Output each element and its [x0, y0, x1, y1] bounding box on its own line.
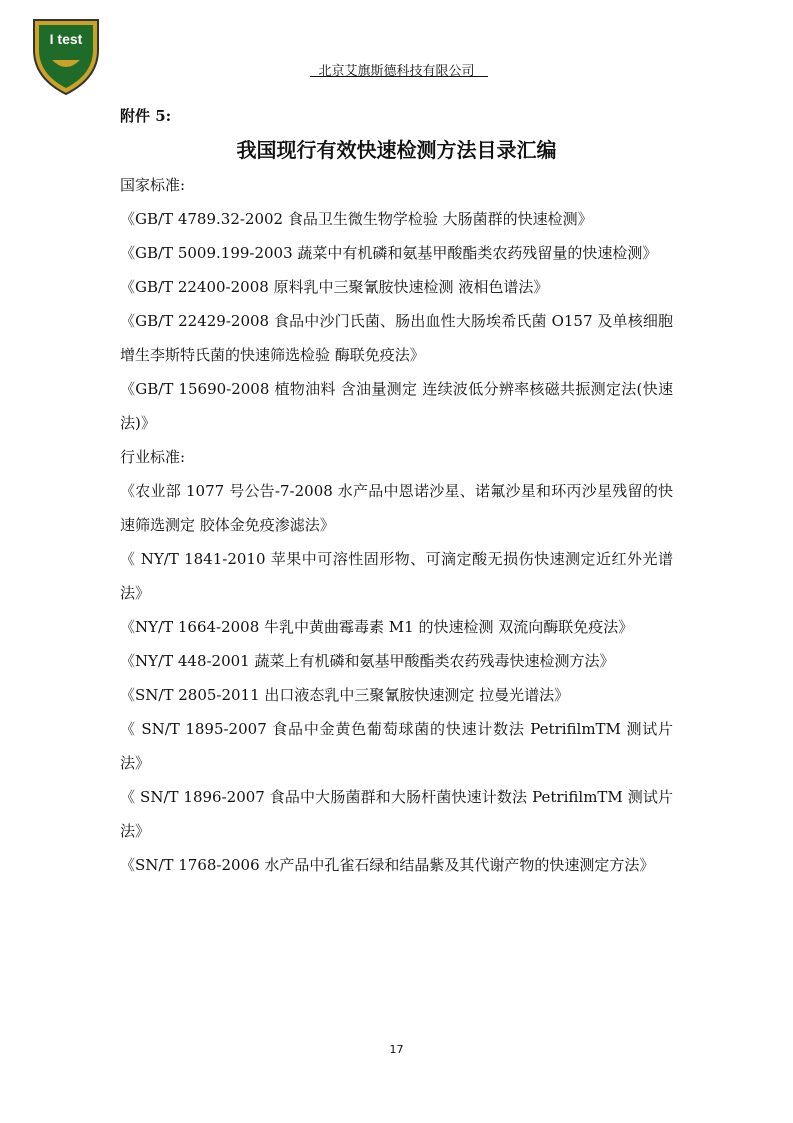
national-standards-heading: 国家标准:: [120, 176, 186, 194]
standard-entry: 《 SN/T 1896-2007 食品中大肠菌群和大肠杆菌快速计数法 PetrifilmTM 测试片法》: [120, 788, 673, 840]
page-number: 17: [389, 1043, 404, 1056]
standard-entry: 《SN/T 1768-2006 水产品中孔雀石绿和结晶紫及其代谢产物的快速测定方法》: [120, 856, 655, 874]
standard-entry: 《NY/T 448-2001 蔬菜上有机磷和氨基甲酸酯类农药残毒快速检测方法》: [120, 652, 615, 670]
document-title: 我国现行有效快速检测方法目录汇编: [236, 138, 557, 162]
header-rule: [310, 76, 488, 77]
logo-text: I test: [49, 31, 83, 47]
standard-entry: 《NY/T 1664-2008 牛乳中黄曲霉毒素 M1 的快速检测 双流向酶联免疫法》: [120, 618, 634, 636]
standard-entry: 《 SN/T 1895-2007 食品中金黄色葡萄球菌的快速计数法 PetrifilmTM 测试片法》: [120, 720, 673, 772]
standard-entry: 《SN/T 2805-2011 出口液态乳中三聚氰胺快速测定 拉曼光谱法》: [120, 686, 570, 704]
company-name: 北京艾旗斯德科技有限公司: [318, 64, 475, 79]
standard-entry: 《GB/T 22429-2008 食品中沙门氏菌、肠出血性大肠埃希氏菌 O157 及单核细胞增生李斯特氏菌的快速筛选检验 酶联免疫法》: [120, 312, 673, 364]
standard-entry: 《农业部 1077 号公告-7-2008 水产品中恩诺沙星、诺氟沙星和环丙沙星残留的快速筛选测定 胶体金免疫渗滤法》: [120, 482, 673, 534]
document-body: [120, 100, 673, 882]
standard-entry: 《GB/T 5009.199-2003 蔬菜中有机磷和氨基甲酸酯类农药残留量的快速检测》: [120, 244, 658, 262]
standard-entry: 《GB/T 22400-2008 原料乳中三聚氰胺快速检测 液相色谱法》: [120, 278, 549, 296]
standard-entry: 《GB/T 4789.32-2002 食品卫生微生物学检验 大肠菌群的快速检测》: [120, 210, 593, 228]
industry-standards-heading: 行业标准:: [120, 448, 186, 466]
attachment-label: 附件 5:: [120, 107, 172, 125]
standard-entry: 《GB/T 15690-2008 植物油料 含油量测定 连续波低分辨率核磁共振测定法(快速法)》: [120, 380, 673, 432]
standard-entry: 《 NY/T 1841-2010 苹果中可溶性固形物、可滴定酸无损伤快速测定近红外光谱法》: [120, 550, 673, 602]
shield-logo-icon: [30, 16, 102, 96]
